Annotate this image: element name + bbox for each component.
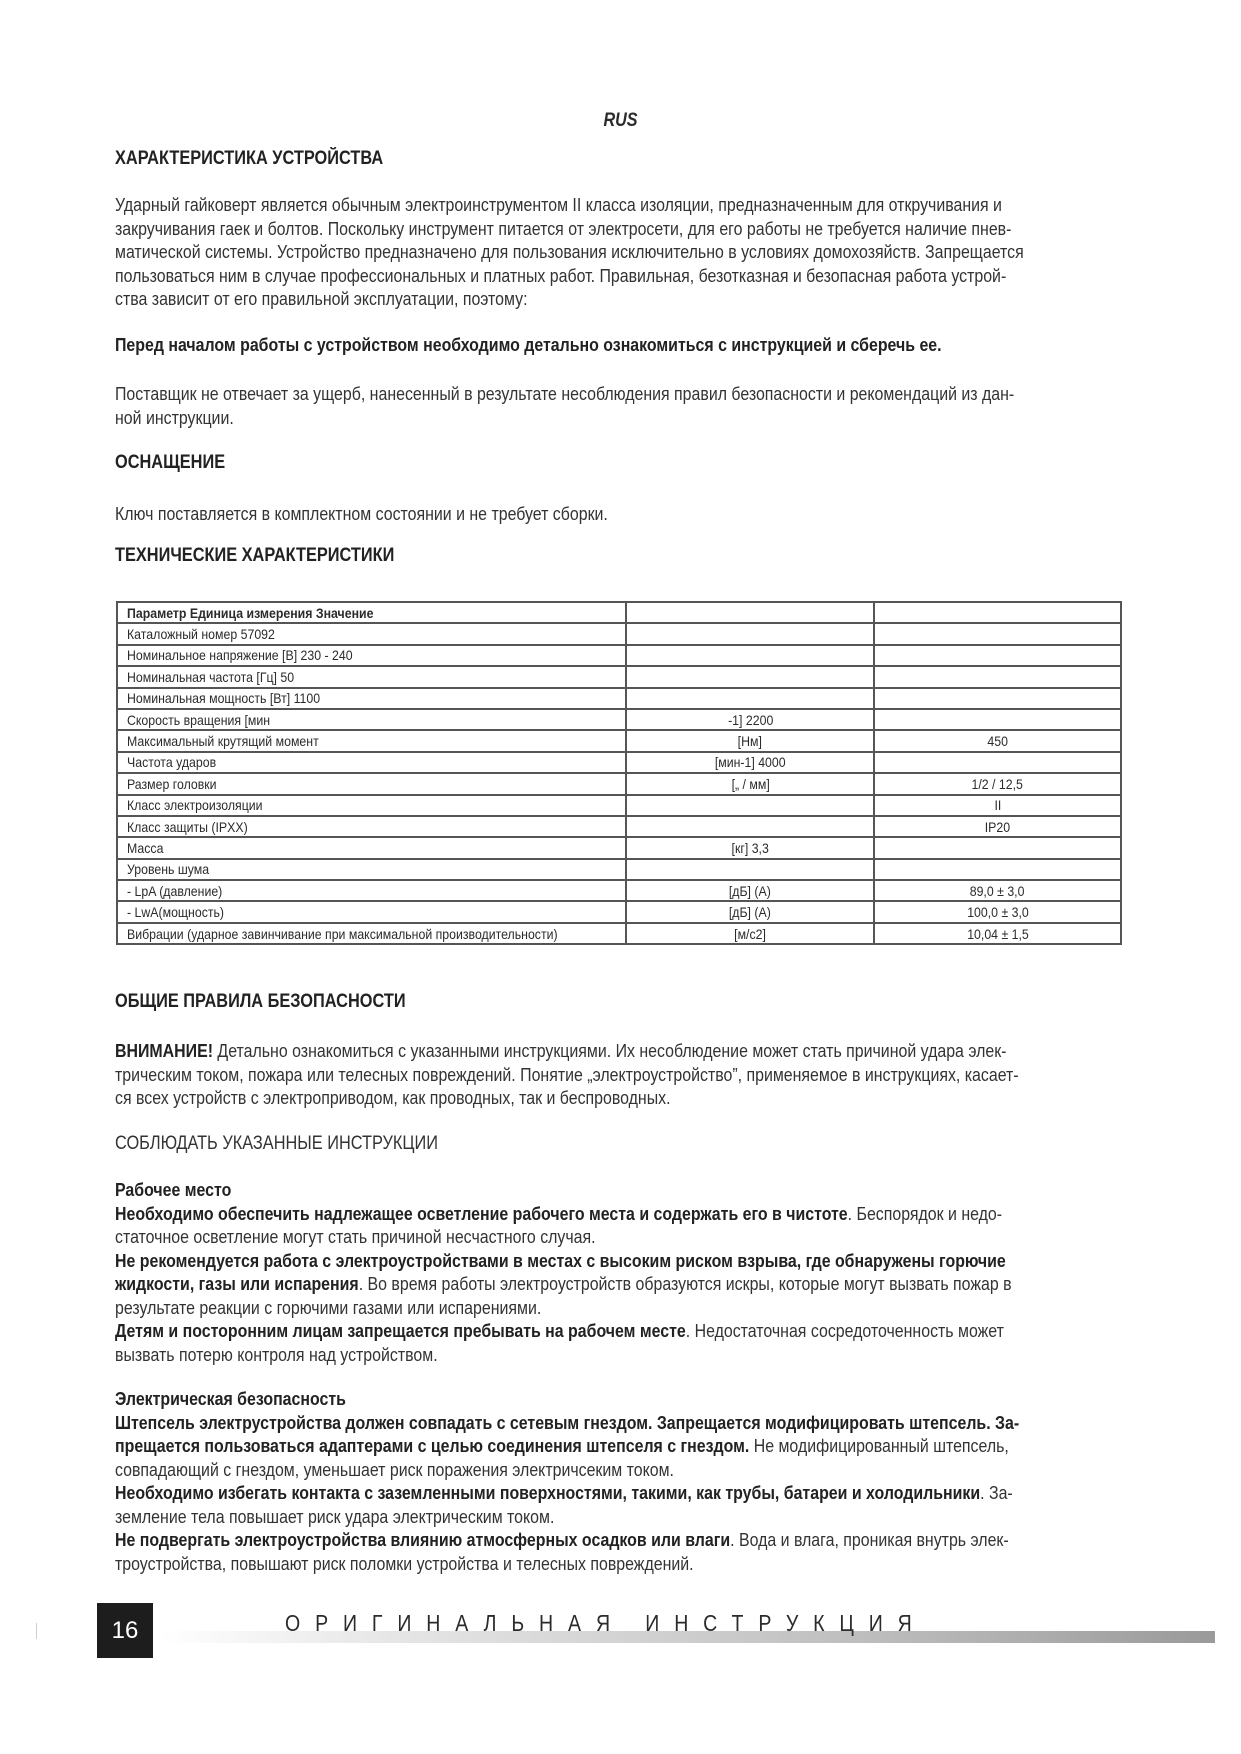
table-row: [117, 688, 1121, 709]
follow-instructions-heading: СОБЛЮДАТЬ УКАЗАННЫЕ ИНСТРУКЦИИ: [115, 1133, 439, 1154]
value-cell: 89,0 ± 3,0: [970, 882, 1025, 899]
safety-warning: [115, 1039, 1126, 1110]
param-cell: Каталожный номер 57092: [127, 626, 275, 643]
text-line: земление тела повышает риск удара электрическим током.: [115, 1505, 555, 1527]
footer-title: ОРИГИНАЛЬНАЯ ИНСТРУКЦИЯ: [285, 1610, 927, 1636]
text-line: статочное осветление могут стать причиной несчастного случая.: [115, 1226, 596, 1247]
value-cell: 10,04 ± 1,5: [966, 925, 1029, 942]
text-line: результате реакции с горючими газами или испарениями.: [115, 1296, 542, 1318]
table-row: [117, 666, 1121, 687]
unit-cell: [дБ] (A): [729, 904, 772, 921]
text-line: [115, 1319, 1126, 1343]
table-row: [117, 795, 1121, 816]
table-row: [117, 709, 1121, 730]
table-row: [117, 816, 1121, 837]
text-line: ся всех устройств с электроприводом, как проводных, так и беспроводных.: [115, 1087, 671, 1108]
text-line: вызвать потерю контроля над устройством.: [115, 1343, 438, 1365]
warning-label: ВНИМАНИЕ!: [115, 1040, 213, 1061]
workplace-section: [115, 1178, 1126, 1366]
section-title-specs: ТЕХНИЧЕСКИЕ ХАРАКТЕРИСТИКИ: [115, 545, 395, 566]
bold-span: Не подвергать электроустройства влиянию атмосферных осадков или влаги: [115, 1529, 731, 1550]
page-number: 16: [97, 1603, 153, 1658]
section-title-safety: ОБЩИЕ ПРАВИЛА БЕЗОПАСНОСТИ: [115, 991, 406, 1012]
text-line: [115, 1039, 1126, 1063]
param-cell: Вибрации (ударное завинчивание при максимальной производительности): [127, 925, 558, 942]
text-line: пользоваться ним в случае профессиональных и платных работ. Правильная, безотказная и безопасная работа устрой-: [115, 264, 1007, 286]
param-cell: Скорость вращения [мин: [127, 711, 271, 728]
value-cell: IP20: [984, 818, 1011, 835]
subsection-title-workplace: Рабочее место: [115, 1179, 232, 1200]
text-span: . За-: [980, 1482, 1013, 1503]
text-line: [115, 1411, 1126, 1435]
text-line: совпадающий с гнездом, уменьшает риск поражения электричсеким током.: [115, 1458, 674, 1480]
text-line: ной инструкции.: [115, 406, 234, 428]
supplier-disclaimer: [115, 382, 1126, 429]
bold-span: Детям и посторонним лицам запрещается пребывать на рабочем месте: [115, 1320, 686, 1341]
text-span: Детально ознакомиться с указанными инструкциями. Их несоблюдение может стать причиной удара элек-: [212, 1040, 1007, 1061]
param-cell: Частота ударов: [127, 754, 217, 771]
table-row: [117, 923, 1121, 944]
param-cell: - LwA(мощность): [127, 904, 225, 921]
param-cell: Номинальное напряжение [В] 230 - 240: [127, 647, 353, 664]
param-cell: Класс защиты (IPXX): [127, 818, 248, 835]
text-line: трическим током, пожара или телесных повреждений. Понятие „электроустройство”, применяемое в инструкциях, касает-: [115, 1063, 1019, 1085]
table-row: [117, 837, 1121, 858]
bold-span: Необходимо обеспечить надлежащее осветление рабочего места и содержать его в чистоте: [115, 1202, 848, 1224]
text-line: [115, 1528, 1126, 1552]
table-row: [117, 645, 1121, 666]
language-label: RUS: [603, 110, 638, 131]
unit-cell: [Нм]: [738, 733, 763, 750]
param-cell: Уровень шума: [127, 861, 210, 878]
param-cell: Максимальный крутящий момент: [127, 733, 319, 750]
text-line: ства зависит от его правильной эксплуатации, поэтому:: [115, 288, 528, 309]
value-cell: 1/2 / 12,5: [971, 775, 1024, 792]
bold-span: прещается пользоваться адаптерами с целью соединения штепселя с гнездом.: [115, 1435, 750, 1456]
value-cell: 100,0 ± 3,0: [966, 904, 1029, 921]
text-line: троустройства, повышают риск поломки устройства и телесных повреждений.: [115, 1552, 694, 1574]
electrical-section: [115, 1387, 1126, 1575]
bold-span: Не рекомендуется работа с электроустройствами в местах с высоким риском взрыва, где обнаружены горючие: [115, 1249, 1006, 1271]
text-span: . Недостаточная сосредоточенность может: [685, 1320, 1004, 1341]
unit-cell: [кг] 3,3: [731, 839, 769, 856]
param-cell: Параметр Единица измерения Значение: [127, 604, 374, 621]
text-line: матической системы. Устройство предназначено для пользования исключительно в условиях домохозяйств. Запрещается: [115, 241, 1024, 262]
unit-cell: [„ / мм]: [731, 775, 770, 792]
text-line: Ударный гайковерт является обычным электроинструментом II класса изоляции, предназначенным для откручивания и: [115, 194, 1002, 215]
equipment-text: Ключ поставляется в комплектном состоянии и не требует сборки.: [115, 503, 608, 524]
section-title-equipment: ОСНАЩЕНИЕ: [115, 452, 226, 473]
param-cell: Номинальная мощность [Вт] 1100: [127, 690, 321, 707]
section-title-device: ХАРАКТЕРИСТИКА УСТРОЙСТВА: [115, 148, 384, 169]
table-row: [117, 752, 1121, 773]
unit-cell: [мин-1] 4000: [714, 754, 786, 771]
unit-cell: [дБ] (A): [729, 882, 772, 899]
text-line: [115, 1434, 1126, 1458]
unit-cell: [м/с2]: [734, 925, 767, 942]
table-row: [117, 602, 1121, 623]
text-span: . Вода и влага, проникая внутрь элек-: [730, 1529, 1009, 1550]
text-line: [115, 1202, 1126, 1226]
subsection-title-electrical: Электрическая безопасность: [115, 1388, 346, 1409]
table-row: [117, 901, 1121, 922]
table-row: [117, 880, 1121, 901]
param-cell: Номинальная частота [Гц] 50: [127, 668, 295, 685]
value-cell: 450: [987, 733, 1008, 750]
param-cell: Размер головки: [127, 775, 217, 792]
read-instructions-notice: Перед началом работы с устройством необходимо детально ознакомиться с инструкцией и сберечь ее.: [115, 334, 942, 355]
bold-span: Штепсель электрустройства должен совпадать с сетевым гнездом. Запрещается модифицировать штепсель. За-: [115, 1411, 1020, 1433]
margin-tick: [36, 1623, 37, 1639]
text-line: [115, 1249, 1126, 1273]
value-cell: II: [994, 797, 1001, 814]
text-line: [115, 1272, 1126, 1296]
text-span: . Беспорядок и недо-: [847, 1202, 1003, 1224]
param-cell: Масса: [127, 839, 164, 856]
text-span: Не модифицированный штепсель,: [749, 1435, 1009, 1456]
text-line: Поставщик не отвечает за ущерб, нанесенный в результате несоблюдения правил безопасности и рекомендаций из дан-: [115, 383, 1015, 404]
table-row: [117, 623, 1121, 644]
text-line: закручивания гаек и болтов. Поскольку инструмент питается от электросети, для его работы не требуется наличие пнев-: [115, 217, 1012, 239]
bold-span: Необходимо избегать контакта с заземленными поверхностями, такими, как трубы, батареи и холодильники: [115, 1482, 981, 1503]
param-cell: Класс электроизоляции: [127, 797, 263, 814]
unit-cell: -1] 2200: [727, 711, 773, 728]
param-cell: - LpA (давление): [127, 882, 223, 899]
bold-span: жидкости, газы или испарения: [115, 1273, 359, 1294]
table-row: [117, 859, 1121, 880]
table-row: [117, 730, 1121, 751]
text-line: [115, 1481, 1126, 1505]
device-description: [115, 193, 1126, 311]
spec-table: [116, 601, 1122, 945]
text-span: . Во время работы электроустройств образуются искры, которые могут вызвать пожар в: [358, 1273, 1012, 1294]
table-row: [117, 773, 1121, 794]
